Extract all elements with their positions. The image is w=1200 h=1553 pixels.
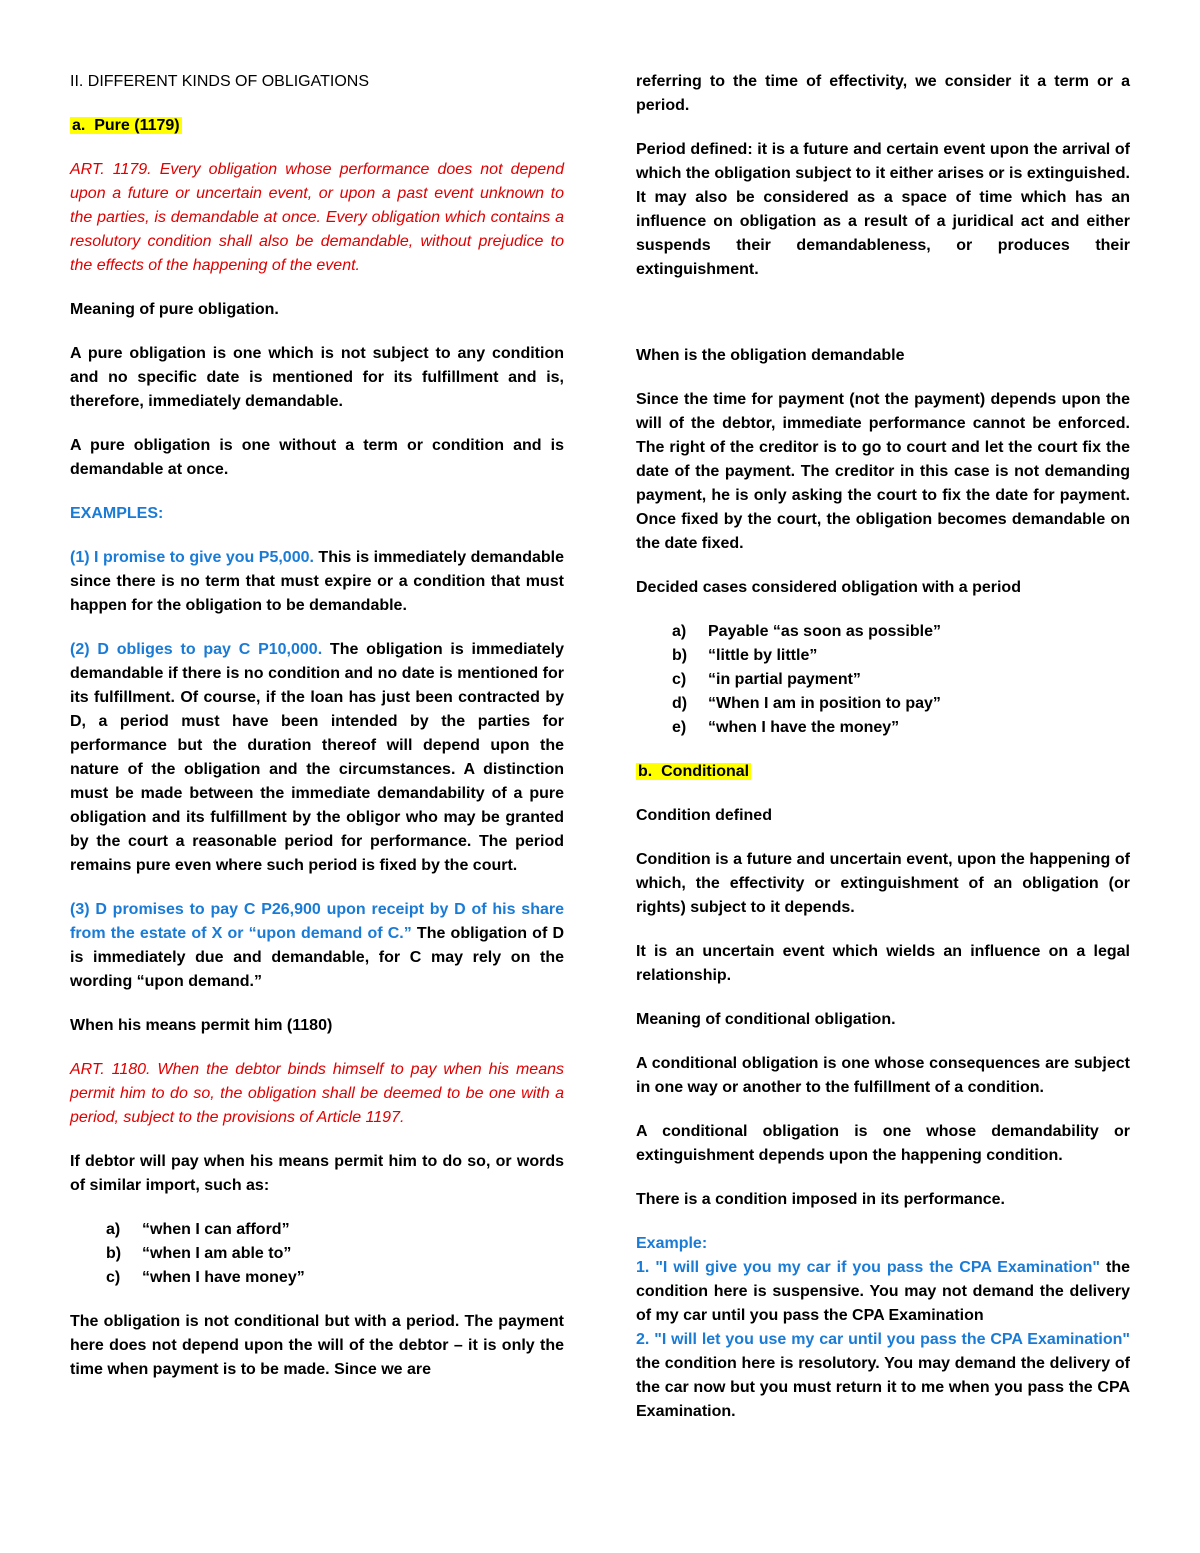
means-heading: When his means permit him (1180) <box>70 1017 333 1034</box>
conditional-label: Conditional <box>661 763 750 780</box>
conditional-examples <box>636 1232 1130 1424</box>
cond-example-2-lead: 2. "I will let you use my car until you pass the CPA Examination" <box>636 1331 1130 1348</box>
example-2-lead: (2) D obliges to pay C P10,000. <box>70 641 323 658</box>
conditional-highlight <box>636 763 751 780</box>
list-text: Payable “as soon as possible” <box>708 623 941 640</box>
spacer <box>636 302 1130 344</box>
list-text: “in partial payment” <box>708 671 861 688</box>
condition-defined-heading: Condition defined <box>636 807 772 824</box>
list-text: “when I have money” <box>142 1269 305 1286</box>
meaning-heading: Meaning of pure obligation. <box>70 301 279 318</box>
conditional-heading <box>636 760 1130 784</box>
condition-defined-paragraph: Condition is a future and uncertain event, upon the happening of which, the effectivity or extinguishment of an obligation (or rights) subject to it depends. <box>636 851 1130 916</box>
list-marker: d) <box>672 695 688 712</box>
means-list <box>70 1218 564 1290</box>
example-1 <box>70 546 564 618</box>
list-text: “when I have the money” <box>708 719 900 736</box>
decided-list <box>636 620 1130 740</box>
list-text: “when I am able to” <box>142 1245 292 1262</box>
list-item <box>672 668 1130 692</box>
list-marker: e) <box>672 719 687 736</box>
list-marker: b) <box>106 1245 122 1262</box>
pure-marker: a. <box>72 117 86 134</box>
list-marker: b) <box>672 647 688 664</box>
example-1-text: This is immediately demandable since there is no term that must expire or a condition that must happen for the obligation to be demandable. <box>70 549 564 614</box>
example-2 <box>70 638 564 878</box>
list-item <box>106 1218 564 1242</box>
condition-imposed-paragraph: There is a condition imposed in its performance. <box>636 1191 1005 1208</box>
examples-heading: EXAMPLES: <box>70 505 164 522</box>
example-heading: Example: <box>636 1235 708 1252</box>
demandable-paragraph: Since the time for payment (not the payment) depends upon the will of the debtor, immediate performance cannot be enforced. The right of the creditor is to go to court and let the court fix the date of the payment. The creditor in this case is not demanding payment, he is only asking the court to fix the date for payment. Once fixed by the court, the obligation becomes demandable on the date fixed. <box>636 391 1130 552</box>
closing-paragraph: The obligation is not conditional but with a period. The payment here does not depend upon the will of the debtor – it is only the time when payment is to be made. Since we are <box>70 1313 564 1378</box>
pure-label: Pure (1179) <box>94 117 180 134</box>
list-text: “when I can afford” <box>142 1221 290 1238</box>
section-title: II. DIFFERENT KINDS OF OBLIGATIONS <box>70 73 369 90</box>
meaning-paragraph-2: A pure obligation is one without a term or condition and is demandable at once. <box>70 437 564 478</box>
pure-heading <box>70 114 564 138</box>
article-1179: ART. 1179. Every obligation whose performance does not depend upon a future or uncertain event, or upon a past event unknown to the parties, is demandable at once. Every obligation which contains a resolutory condition shall also be demandable, without prejudice to the effects of the happening of the event. <box>70 161 564 274</box>
list-marker: a) <box>672 623 687 640</box>
decided-heading: Decided cases considered obligation with a period <box>636 579 1021 596</box>
list-item <box>106 1266 564 1290</box>
example-2-text: The obligation is immediately demandable if there is no condition and no date is mentioned for its fulfillment. Of course, if the loan has just been contracted by D, a period must have been intended by the parties for performance but the duration thereof will depend upon the nature of the obligation and the circumstances. A distinction must be made between the immediate demandability of a pure obligation and its fulfillment by the obligor who may be granted by the court a reasonable period for performance. The period remains pure even where such period is fixed by the court. <box>70 641 564 874</box>
list-item <box>672 620 1130 644</box>
left-column <box>70 70 564 1402</box>
period-defined: Period defined: it is a future and certain event upon the arrival of which the obligation subject to it either arises or is extinguished. It may also be considered as a space of time which has an influence on obligation as a result of a juridical act and either suspends their demandableness, or produces their extinguishment. <box>636 141 1130 278</box>
list-marker: c) <box>672 671 687 688</box>
list-text: “When I am in position to pay” <box>708 695 941 712</box>
continued-paragraph: referring to the time of effectivity, we consider it a term or a period. <box>636 73 1130 114</box>
list-item <box>672 692 1130 716</box>
demandable-heading: When is the obligation demandable <box>636 347 905 364</box>
conditional-meaning-paragraph-1: A conditional obligation is one whose consequences are subject in one way or another to the fulfillment of a condition. <box>636 1055 1130 1096</box>
list-item <box>672 716 1130 740</box>
list-item <box>672 644 1130 668</box>
meaning-paragraph-1: A pure obligation is one which is not subject to any condition and no specific date is mentioned for its fulfillment and is, therefore, immediately demandable. <box>70 345 564 410</box>
conditional-meaning-paragraph-2: A conditional obligation is one whose demandability or extinguishment depends upon the happening condition. <box>636 1123 1130 1164</box>
example-3-lead: (3) D promises to pay C P26,900 upon receipt by D of his share from the estate of X or “upon demand of C.” <box>70 901 564 942</box>
debtor-paragraph: If debtor will pay when his means permit him to do so, or words of similar import, such as: <box>70 1153 564 1194</box>
cond-example-1-lead: 1. "I will give you my car if you pass the CPA Examination" <box>636 1259 1101 1276</box>
example-1-lead: (1) I promise to give you P5,000. <box>70 549 314 566</box>
example-3 <box>70 898 564 994</box>
list-item <box>106 1242 564 1266</box>
condition-uncertain-paragraph: It is an uncertain event which wields an influence on a legal relationship. <box>636 943 1130 984</box>
cond-example-2-text: the condition here is resolutory. You may demand the delivery of the car now but you must return it to me when you pass the CPA Examination. <box>636 1355 1130 1420</box>
conditional-marker: b. <box>638 763 653 780</box>
right-column <box>636 70 1130 1424</box>
conditional-meaning-heading: Meaning of conditional obligation. <box>636 1011 896 1028</box>
pure-highlight <box>70 117 182 134</box>
list-text: “little by little” <box>708 647 818 664</box>
article-1180: ART. 1180. When the debtor binds himself to pay when his means permit him to do so, the obligation shall be deemed to be one with a period, subject to the provisions of Article 1197. <box>70 1061 564 1126</box>
list-marker: c) <box>106 1269 121 1286</box>
example-3-text: The obligation of D is immediately due and demandable, for C may rely on the wording “upon demand.” <box>70 925 565 990</box>
cond-example-1-text: the condition here is suspensive. You may not demand the delivery of my car until you pass the CPA Examination <box>636 1259 1131 1324</box>
list-marker: a) <box>106 1221 121 1238</box>
